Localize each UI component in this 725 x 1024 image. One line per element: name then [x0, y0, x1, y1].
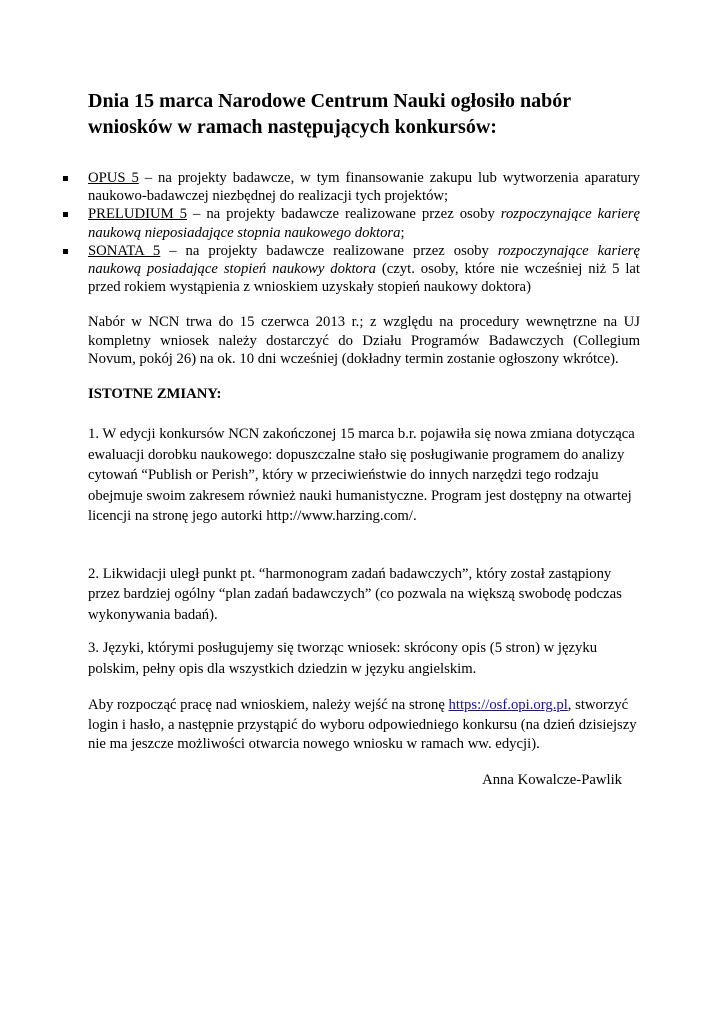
competition-suffix-sonata: (czyt. osoby, które nie wcześniej niż 5 lat przed rokiem wystąpienia z wnioskiem uzyskały stopień naukowy doktora)	[88, 261, 640, 296]
bullet-square-icon	[63, 176, 68, 181]
deadline-paragraph: Nabór w NCN trwa do 15 czerwca 2013 r.; z względu na procedury wewnętrzne na UJ kompletny wniosek należy dostarczyć do Działu Programów Badawczych (Collegium Novum, pokój 26) na ok. 10 dni wcześniej (dokładny termin zostanie ogłoszony wkrótce).	[88, 314, 640, 367]
document-title: Dnia 15 marca Narodowe Centrum Nauki ogłosiło nabór wniosków w ramach następujących konkursów:	[88, 90, 571, 138]
change-2-paragraph: 2. Likwidacji uległ punkt pt. “harmonogram zadań badawczych”, który został zastąpiony przez bardziej ogólny “plan zadań badawczych” (co pozwala na większą swobodę podczas wykonywania badań).	[88, 565, 622, 623]
competition-item-sonata	[88, 242, 640, 297]
competition-list	[88, 169, 640, 296]
competition-desc-preludium: – na projekty badawcze realizowane przez osoby	[187, 206, 501, 223]
bullet-square-icon	[63, 212, 68, 217]
osf-link[interactable]: https://osf.opi.org.pl	[448, 697, 568, 714]
document-page	[88, 88, 640, 789]
competition-name-opus: OPUS 5	[88, 170, 139, 186]
competition-name-sonata: SONATA 5	[88, 242, 161, 259]
competition-eligibility-preludium: rozpoczynające karierę naukową nieposiadające stopnia naukowego doktora	[88, 206, 641, 241]
instructions-text-before: Aby rozpocząć pracę nad wnioskiem, należy wejść na stronę	[88, 697, 449, 714]
competition-item-opus	[88, 169, 640, 205]
competition-desc-opus: – na projekty badawcze, w tym finansowanie zakupu lub wytworzenia aparatury naukowo-badawczej niezbędnej do realizacji tych projektów;	[88, 170, 640, 205]
changes-heading: ISTOTNE ZMIANY:	[88, 386, 222, 403]
author-signature: Anna Kowalcze-Pawlik	[482, 771, 622, 788]
change-1-paragraph: 1. W edycji konkursów NCN zakończonej 15 marca b.r. pojawiła się nowa zmiana dotycząca ewaluacji dorobku naukowego: dopuszczalne stało się posługiwanie programem do analizy cytowań “Publish or Perish”, który w przeciwieństwie do innych narzędzi tego rodzaju obejmuje swoim zakresem również nauki humanistyczne. Program jest dostępny na otwartej licencji na stronę jego autorki http://www.harzing.com/.	[88, 426, 635, 525]
competition-eligibility-sonata: rozpoczynające karierę naukową posiadające stopień naukowy doktora	[88, 242, 641, 278]
competition-suffix-preludium: ;	[400, 224, 405, 241]
instructions-paragraph	[88, 696, 640, 755]
competition-item-preludium	[88, 205, 640, 241]
competition-desc-sonata: – na projekty badawcze realizowane przez osoby	[160, 242, 498, 259]
change-3-paragraph: 3. Języki, którymi posługujemy się tworząc wniosek: skrócony opis (5 stron) w języku polskim, pełny opis dla wszystkich dziedzin w języku angielskim.	[88, 640, 598, 677]
instructions-text-after: , stworzyć login i hasło, a następnie przystąpić do wyboru odpowiedniego konkursu (na dzień dzisiejszy nie ma jeszcze możliwości otwarcia nowego wniosku w ramach ww. edycji).	[88, 697, 637, 753]
bullet-square-icon	[63, 249, 68, 254]
competition-name-preludium: PRELUDIUM 5	[88, 206, 188, 223]
